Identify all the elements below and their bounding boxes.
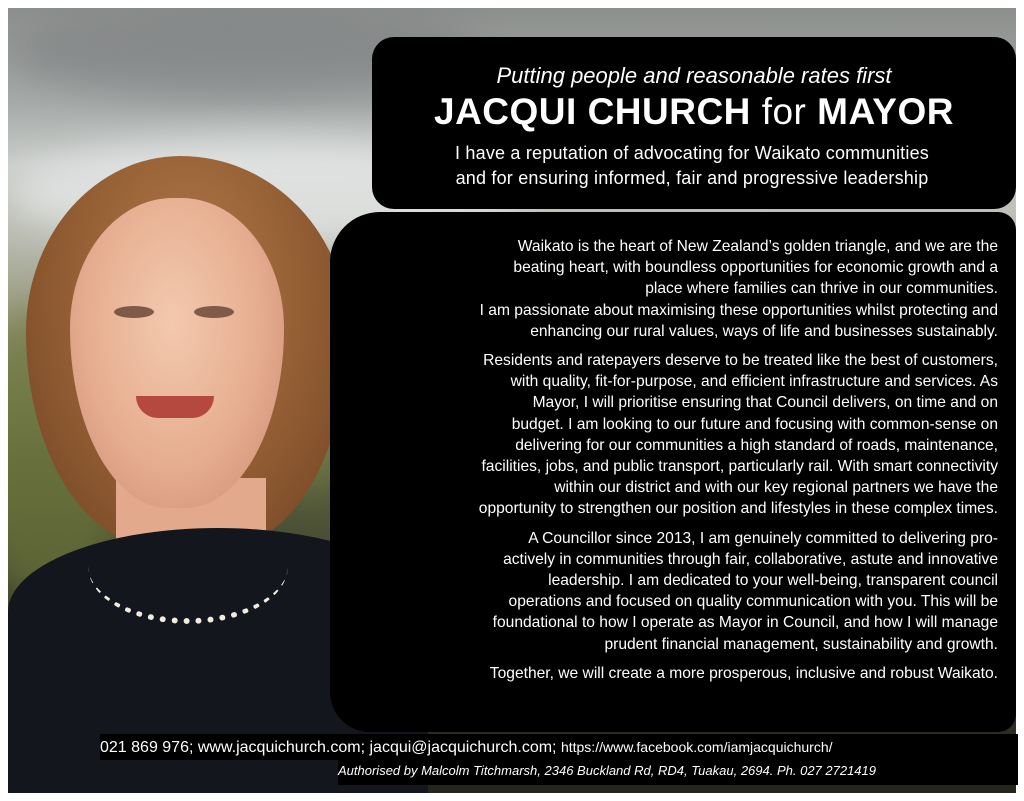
text-line: enhancing our rural values, ways of life and businesses sustainably. xyxy=(530,322,998,340)
email-link[interactable]: jacqui@jacquichurch.com; xyxy=(369,739,557,756)
text-line: place where families can thrive in our communities. xyxy=(645,280,998,298)
paragraph-infrastructure xyxy=(350,350,998,520)
paragraph-commitment xyxy=(350,528,998,655)
portrait-smile xyxy=(136,396,214,418)
text-line: foundational to how I operate as Mayor in Council, and how I will manage xyxy=(492,614,998,632)
contact-bar xyxy=(100,734,1018,760)
campaign-title xyxy=(372,91,1016,133)
paragraph-closing: Together, we will create a more prosperous, inclusive and robust Waikato. xyxy=(489,664,998,682)
paragraph-vision xyxy=(350,236,998,342)
office-name: MAYOR xyxy=(817,91,954,132)
subtitle-line: I have a reputation of advocating for Waikato communities xyxy=(455,143,929,163)
text-line: budget. I am looking to our future and focusing with common-sense on xyxy=(511,415,998,433)
portrait-eye xyxy=(114,306,154,318)
phone-number: 021 869 976; xyxy=(100,739,194,756)
text-line: prudent financial management, sustainability and growth. xyxy=(604,635,998,653)
text-line: with quality, fit-for-purpose, and efficient infrastructure and services. As xyxy=(510,373,998,391)
website-link[interactable]: www.jacquichurch.com; xyxy=(197,739,366,756)
text-line: operations and focused on quality communication with you. This will be xyxy=(508,593,998,611)
authorisation-statement: Authorised by Malcolm Titchmarsh, 2346 Buckland Rd, RD4, Tuakau, 2694. Ph. 027 2721419 xyxy=(338,760,1018,785)
candidate-name: JACQUI CHURCH xyxy=(434,91,751,132)
text-line: actively in communities through fair, collaborative, astute and innovative xyxy=(503,550,998,568)
text-line: I am passionate about maximising these opportunities whilst protecting and xyxy=(479,301,998,319)
text-line: facilities, jobs, and public transport, particularly rail. With smart connectivity xyxy=(481,458,998,476)
title-for: for xyxy=(761,91,807,132)
message-panel xyxy=(330,212,1016,732)
text-line: A Councillor since 2013, I am genuinely committed to delivering pro- xyxy=(528,529,998,547)
tagline: Putting people and reasonable rates first xyxy=(496,63,892,88)
subtitle-line: and for ensuring informed, fair and progressive leadership xyxy=(455,168,929,188)
message-text xyxy=(350,236,998,692)
facebook-link[interactable]: https://www.facebook.com/iamjacquichurch/ xyxy=(560,739,833,755)
text-line: within our district and with our key regional partners we have the xyxy=(554,479,998,497)
text-line: beating heart, with boundless opportunities for economic growth and a xyxy=(513,259,998,277)
text-line: leadership. I am dedicated to your well-being, transparent council xyxy=(548,572,998,590)
portrait-eye xyxy=(194,306,234,318)
text-line: Mayor, I will prioritise ensuring that Council delivers, on time and on xyxy=(532,394,998,412)
text-line: Waikato is the heart of New Zealand’s golden triangle, and we are the xyxy=(517,238,998,255)
text-line: opportunity to strengthen our position and lifestyles in these complex times. xyxy=(478,500,998,518)
text-line: Residents and ratepayers deserve to be treated like the best of customers, xyxy=(483,352,998,370)
headline-subtitle xyxy=(378,141,1006,191)
text-line: delivering for our communities a high standard of roads, maintenance, xyxy=(515,436,998,454)
pearl-necklace xyxy=(88,508,288,624)
headline-panel xyxy=(372,37,1016,209)
